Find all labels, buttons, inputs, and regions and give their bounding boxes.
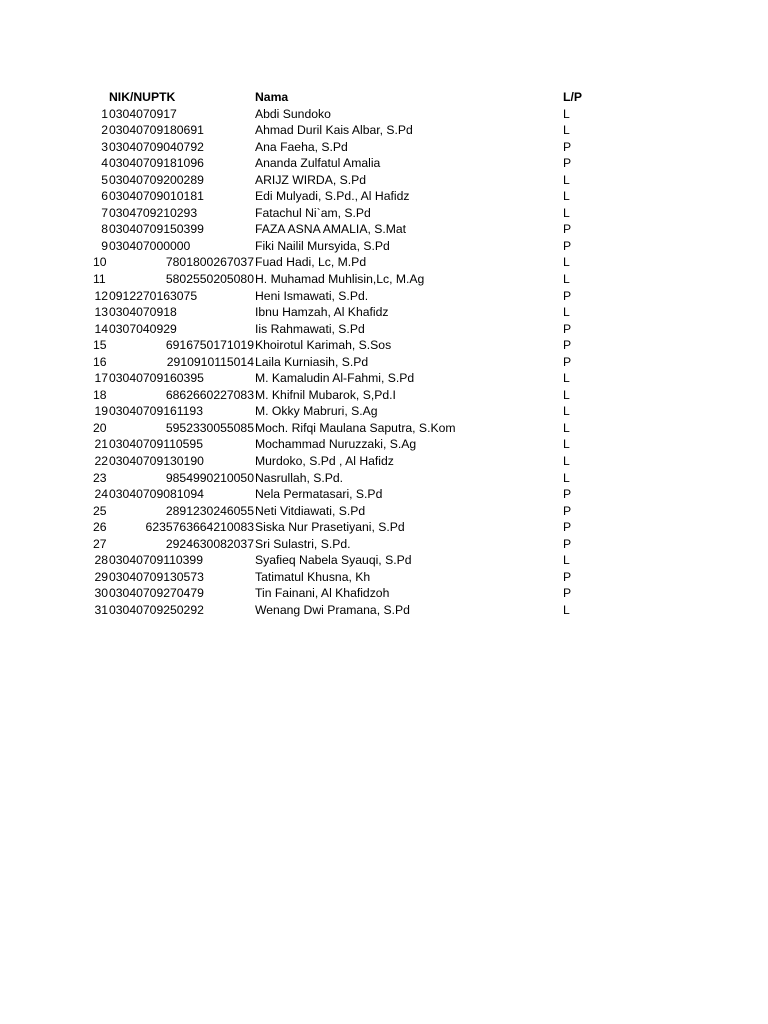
row-nik: 03040709110595 [109,437,203,452]
table-row [0,221,768,238]
table-row [0,569,768,586]
row-lp: P [563,503,572,518]
row-nik: 6916750171019 [165,338,254,353]
row-nik: 0304709210293 [109,205,198,220]
row-nama: Neti Vitdiawati, S.Pd [255,503,366,518]
table-row [0,321,768,338]
header-nik: NIK/NUPTK [109,90,176,104]
row-number: 19 [94,404,108,419]
row-nama: Moch. Rifqi Maulana Saputra, S.Kom [255,420,456,435]
row-lp: P [563,536,572,551]
row-nik: 7801800267037 [165,255,254,270]
row-nik: 03040709150399 [109,222,204,237]
table-row [0,552,768,569]
spreadsheet-table [0,89,768,619]
row-nik: 5952330055085 [165,420,254,435]
row-nik: 03040709270479 [109,586,204,601]
row-nama: Abdi Sundoko [255,106,331,121]
row-nama: Tatimatul Khusna, Kh [255,569,371,584]
row-nik: 03040709250292 [109,602,204,617]
row-number: 6 [101,189,108,204]
row-number: 1 [101,106,108,121]
row-nama: Sri Sulastri, S.Pd. [255,536,351,551]
row-lp: P [563,238,572,253]
row-nama: Ana Faeha, S.Pd [255,139,348,154]
row-nama: Murdoko, S.Pd , Al Hafidz [255,454,394,469]
row-nik: 6235763664210083 [145,520,254,535]
table-row [0,139,768,156]
row-number: 28 [94,553,108,568]
row-number: 14 [94,321,108,336]
row-nama: M. Kamaludin Al-Fahmi, S.Pd [255,371,415,386]
row-lp: L [563,404,570,419]
row-number: 13 [94,305,108,320]
row-number: 23 [93,470,107,485]
row-number: 26 [93,520,107,535]
table-row [0,106,768,123]
row-lp: P [563,569,572,584]
row-nik: 0912270163075 [109,288,198,303]
row-nik: 030407000000 [109,238,191,253]
row-lp: L [563,420,570,435]
row-nama: Edi Mulyadi, S.Pd., Al Hafidz [255,189,410,204]
row-number: 4 [101,156,108,171]
row-nik: 03040709130573 [109,569,204,584]
row-nik: 03040709200289 [109,172,204,187]
table-row [0,155,768,172]
table-row [0,304,768,321]
row-number: 29 [94,569,108,584]
row-lp: P [563,354,572,369]
table-row [0,453,768,470]
row-number: 17 [94,371,108,386]
row-lp: L [563,305,570,320]
table-row [0,503,768,520]
table-row [0,122,768,139]
row-number: 11 [93,272,106,287]
row-nik: 03040709161193 [109,404,203,419]
row-number: 21 [94,437,108,452]
row-nik: 03040709010181 [109,189,204,204]
row-lp: L [563,470,570,485]
row-nik: 03040709180691 [109,123,204,138]
row-lp: L [563,205,570,220]
row-number: 30 [94,586,108,601]
table-row [0,486,768,503]
row-lp: P [563,520,572,535]
row-nik: 2924630082037 [165,536,254,551]
row-number: 24 [94,487,108,502]
table-row [0,602,768,619]
row-nama: Mochammad Nuruzzaki, S.Ag [255,437,417,452]
row-number: 16 [93,354,107,369]
row-number: 7 [101,205,108,220]
row-nama: Laila Kurniasih, S.Pd [255,354,369,369]
row-nik: 6862660227083 [165,387,254,402]
row-number: 5 [101,172,108,187]
row-nama: Ibnu Hamzah, Al Khafidz [255,305,389,320]
table-row [0,172,768,189]
table-row [0,436,768,453]
row-nama: Ananda Zulfatul Amalia [255,156,381,171]
row-number: 18 [93,387,107,402]
row-nama: Iis Rahmawati, S.Pd [255,321,365,336]
row-nama: Khoirotul Karimah, S.Sos [255,338,392,353]
table-row [0,271,768,288]
row-number: 2 [101,123,108,138]
header-nama: Nama [255,90,289,104]
row-nik: 2910910115014 [166,354,254,369]
row-nama: M. Khifnil Mubarok, S,Pd.I [255,387,396,402]
row-number: 10 [93,255,107,270]
table-row [0,337,768,354]
row-lp: L [563,387,570,402]
row-nama: Fuad Hadi, Lc, M.Pd [255,255,367,270]
row-nama: Wenang Dwi Pramana, S.Pd [255,602,410,617]
row-nik: 2891230246055 [165,503,254,518]
row-number: 12 [94,288,108,303]
row-lp: L [563,454,570,469]
table-row [0,205,768,222]
row-number: 3 [101,139,108,154]
row-nik: 03040709130190 [109,454,204,469]
header-row [0,89,768,106]
row-lp: L [563,106,570,121]
row-nik: 03040709181096 [109,156,204,171]
row-number: 15 [93,338,107,353]
row-nama: Siska Nur Prasetiyani, S.Pd [255,520,405,535]
row-number: 9 [101,238,108,253]
row-number: 22 [94,454,108,469]
row-lp: L [563,371,570,386]
row-number: 20 [93,420,107,435]
row-nik: 03040709040792 [109,139,204,154]
table-row [0,387,768,404]
table-row [0,420,768,437]
row-lp: P [563,156,572,171]
table-row [0,585,768,602]
row-nik: 9854990210050 [165,470,254,485]
row-lp: P [563,338,572,353]
header-lp: L/P [563,90,582,104]
row-nama: Heni Ismawati, S.Pd. [255,288,369,303]
row-nik: 03040709160395 [109,371,204,386]
row-nama: Syafieq Nabela Syauqi, S.Pd [255,553,412,568]
row-lp: L [563,437,570,452]
row-nik: 0304070917 [109,106,177,121]
table-row [0,288,768,305]
row-lp: L [563,255,570,270]
row-number: 27 [93,536,107,551]
table-row [0,188,768,205]
table-row [0,403,768,420]
table-row [0,536,768,553]
table-row [0,519,768,536]
row-nik: 03040709081094 [109,487,204,502]
row-nama: Tin Fainani, Al Khafidzoh [255,586,390,601]
row-number: 31 [94,602,108,617]
row-nama: ARIJZ WIRDA, S.Pd [255,172,367,187]
row-lp: L [563,172,570,187]
row-lp: L [563,553,570,568]
row-number: 25 [93,503,107,518]
row-lp: L [563,189,570,204]
row-number: 8 [101,222,108,237]
row-nama: M. Okky Mabruri, S.Ag [255,404,378,419]
table-row [0,238,768,255]
row-lp: P [563,288,572,303]
row-lp: P [563,321,572,336]
table-row [0,470,768,487]
row-lp: L [563,123,570,138]
row-nik: 0304070918 [109,305,177,320]
row-lp: P [563,139,572,154]
row-nama: Fatachul Ni`am, S.Pd [255,205,371,220]
row-nama: Nela Permatasari, S.Pd [255,487,383,502]
table-row [0,254,768,271]
table-body [0,106,768,619]
row-lp: P [563,222,572,237]
row-nama: Ahmad Duril Kais Albar, S.Pd [255,123,413,138]
row-lp: P [563,487,572,502]
row-nik: 03040709110399 [109,553,203,568]
row-nik: 0307040929 [109,321,177,336]
row-lp: L [563,272,570,287]
table-row [0,370,768,387]
table-row [0,354,768,371]
row-nama: Nasrullah, S.Pd. [255,470,344,485]
row-lp: P [563,586,572,601]
row-lp: L [563,602,570,617]
row-nama: Fiki Nailil Mursyida, S.Pd [255,238,390,253]
row-nik: 5802550205080 [165,272,254,287]
row-nama: FAZA ASNA AMALIA, S.Mat [255,222,407,237]
row-nama: H. Muhamad Muhlisin,Lc, M.Ag [255,272,425,287]
